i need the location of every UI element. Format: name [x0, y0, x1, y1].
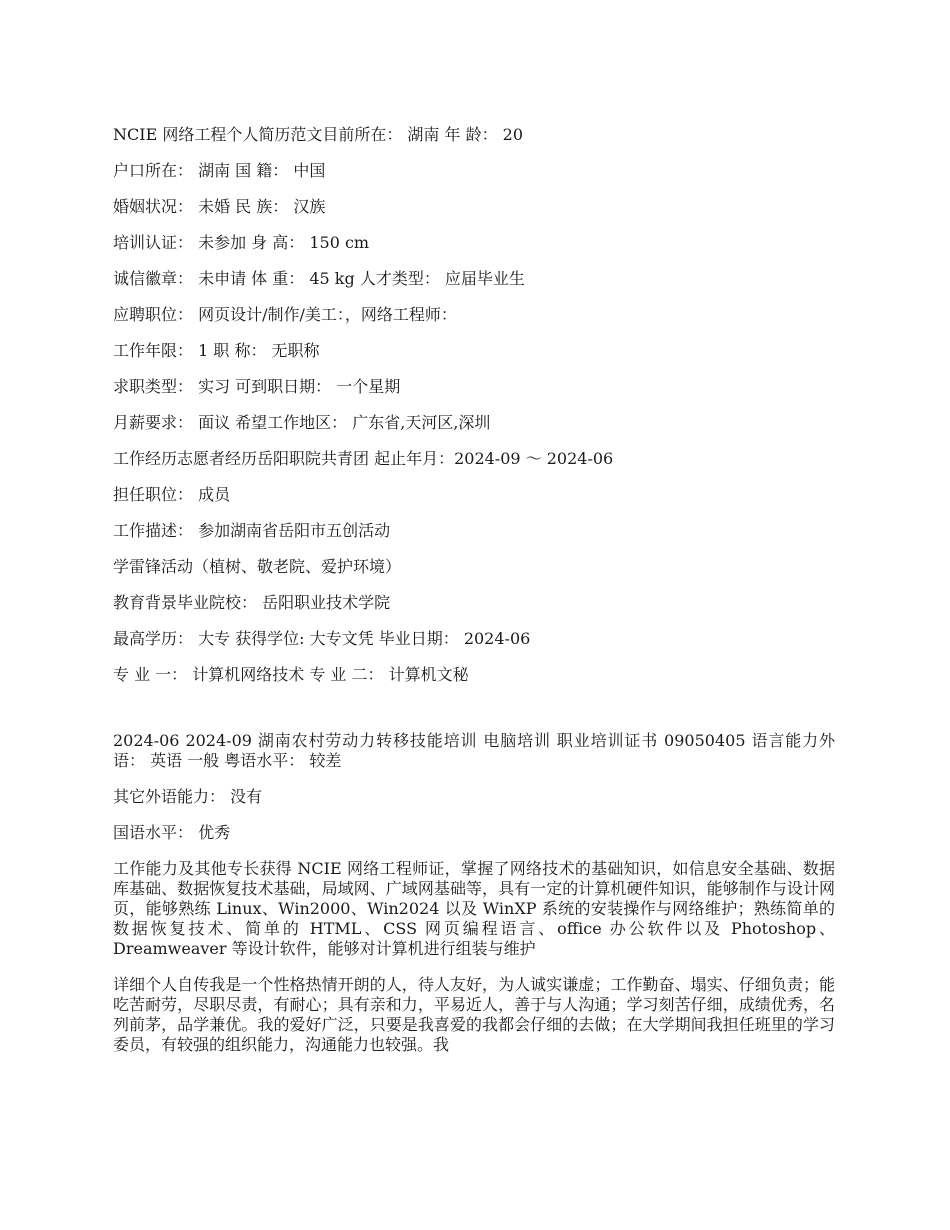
resume-line-major: 专 业 一： 计算机网络技术 专 业 二： 计算机文秘 [113, 665, 469, 684]
resume-paragraph-training-language: 2024-06 2024-09 湖南农村劳动力转移技能培训 电脑培训 职业培训证书 09050405 语言能力外语： 英语 一般 粤语水平： 较差 [113, 731, 835, 770]
resume-line-work-desc: 工作描述： 参加湖南省岳阳市五创活动 [113, 521, 391, 540]
resume-line-activities: 学雷锋活动（植树、敬老院、爱护环境） [113, 557, 402, 576]
resume-document [113, 125, 835, 1071]
resume-paragraph-autobiography: 详细个人自传我是一个性格热情开朗的人，待人友好，为人诚实谦虚；工作勤奋、塌实、仔细负责；能吃苦耐劳，尽职尽责，有耐心；具有亲和力，平易近人，善于与人沟通；学习刻苦仔细，成绩优秀，名列前茅，品学兼优。我的爱好广泛，只要是我喜爱的我都会仔细的去做；在大学期间我担任班里的学习委员，有较强的组织能力，沟通能力也较强。我 [113, 975, 835, 1054]
resume-line-position: 应聘职位： 网页设计/制作/美工：，网络工程师： [113, 305, 457, 324]
resume-line-degree: 最高学历： 大专 获得学位: 大专文凭 毕业日期： 2024-06 [113, 629, 531, 648]
resume-paragraph-mandarin: 国语水平： 优秀 [113, 823, 231, 842]
resume-line-school: 教育背景毕业院校： 岳阳职业技术学院 [113, 593, 391, 612]
resume-line-hukou: 户口所在： 湖南 国 籍： 中国 [113, 161, 326, 180]
resume-line-training: 培训认证： 未参加 身 高： 150 cm [113, 233, 370, 252]
resume-line-role: 担任职位： 成员 [113, 485, 231, 504]
resume-paragraph-skills: 工作能力及其他专长获得 NCIE 网络工程师证，掌握了网络技术的基础知识，如信息安全基础、数据库基础、数据恢复技术基础，局域网、广域网基础等，具有一定的计算机硬件知识，能够制作与设计网页，能够熟练 Linux、Win2000、Win2024 以及 WinXP 系统的安装操作与网络维护；熟练简单的数据恢复技术、简单的 HTML、CSS 网页编程语言、office 办公软件以及 Photoshop、Dreamweaver 等设计软件，能够对计算机进行组装与维护 [113, 859, 835, 958]
resume-line-marital: 婚姻状况： 未婚 民 族： 汉族 [113, 197, 326, 216]
resume-line-job-type: 求职类型： 实习 可到职日期： 一个星期 [113, 377, 401, 396]
resume-paragraph-other-language: 其它外语能力： 没有 [113, 787, 263, 806]
resume-line-salary: 月薪要求： 面议 希望工作地区： 广东省,天河区,深圳 [113, 413, 491, 432]
resume-line-badge: 诚信徽章： 未申请 体 重： 45 kg 人才类型： 应届毕业生 [113, 269, 525, 288]
resume-line-intro: NCIE 网络工程个人简历范文目前所在： 湖南 年 龄： 20 [113, 125, 524, 144]
section-gap [113, 701, 835, 731]
resume-line-experience: 工作经历志愿者经历岳阳职院共青团 起止年月：2024-09 ～ 2024-06 [113, 449, 614, 468]
resume-line-years: 工作年限： 1 职 称： 无职称 [113, 341, 320, 360]
